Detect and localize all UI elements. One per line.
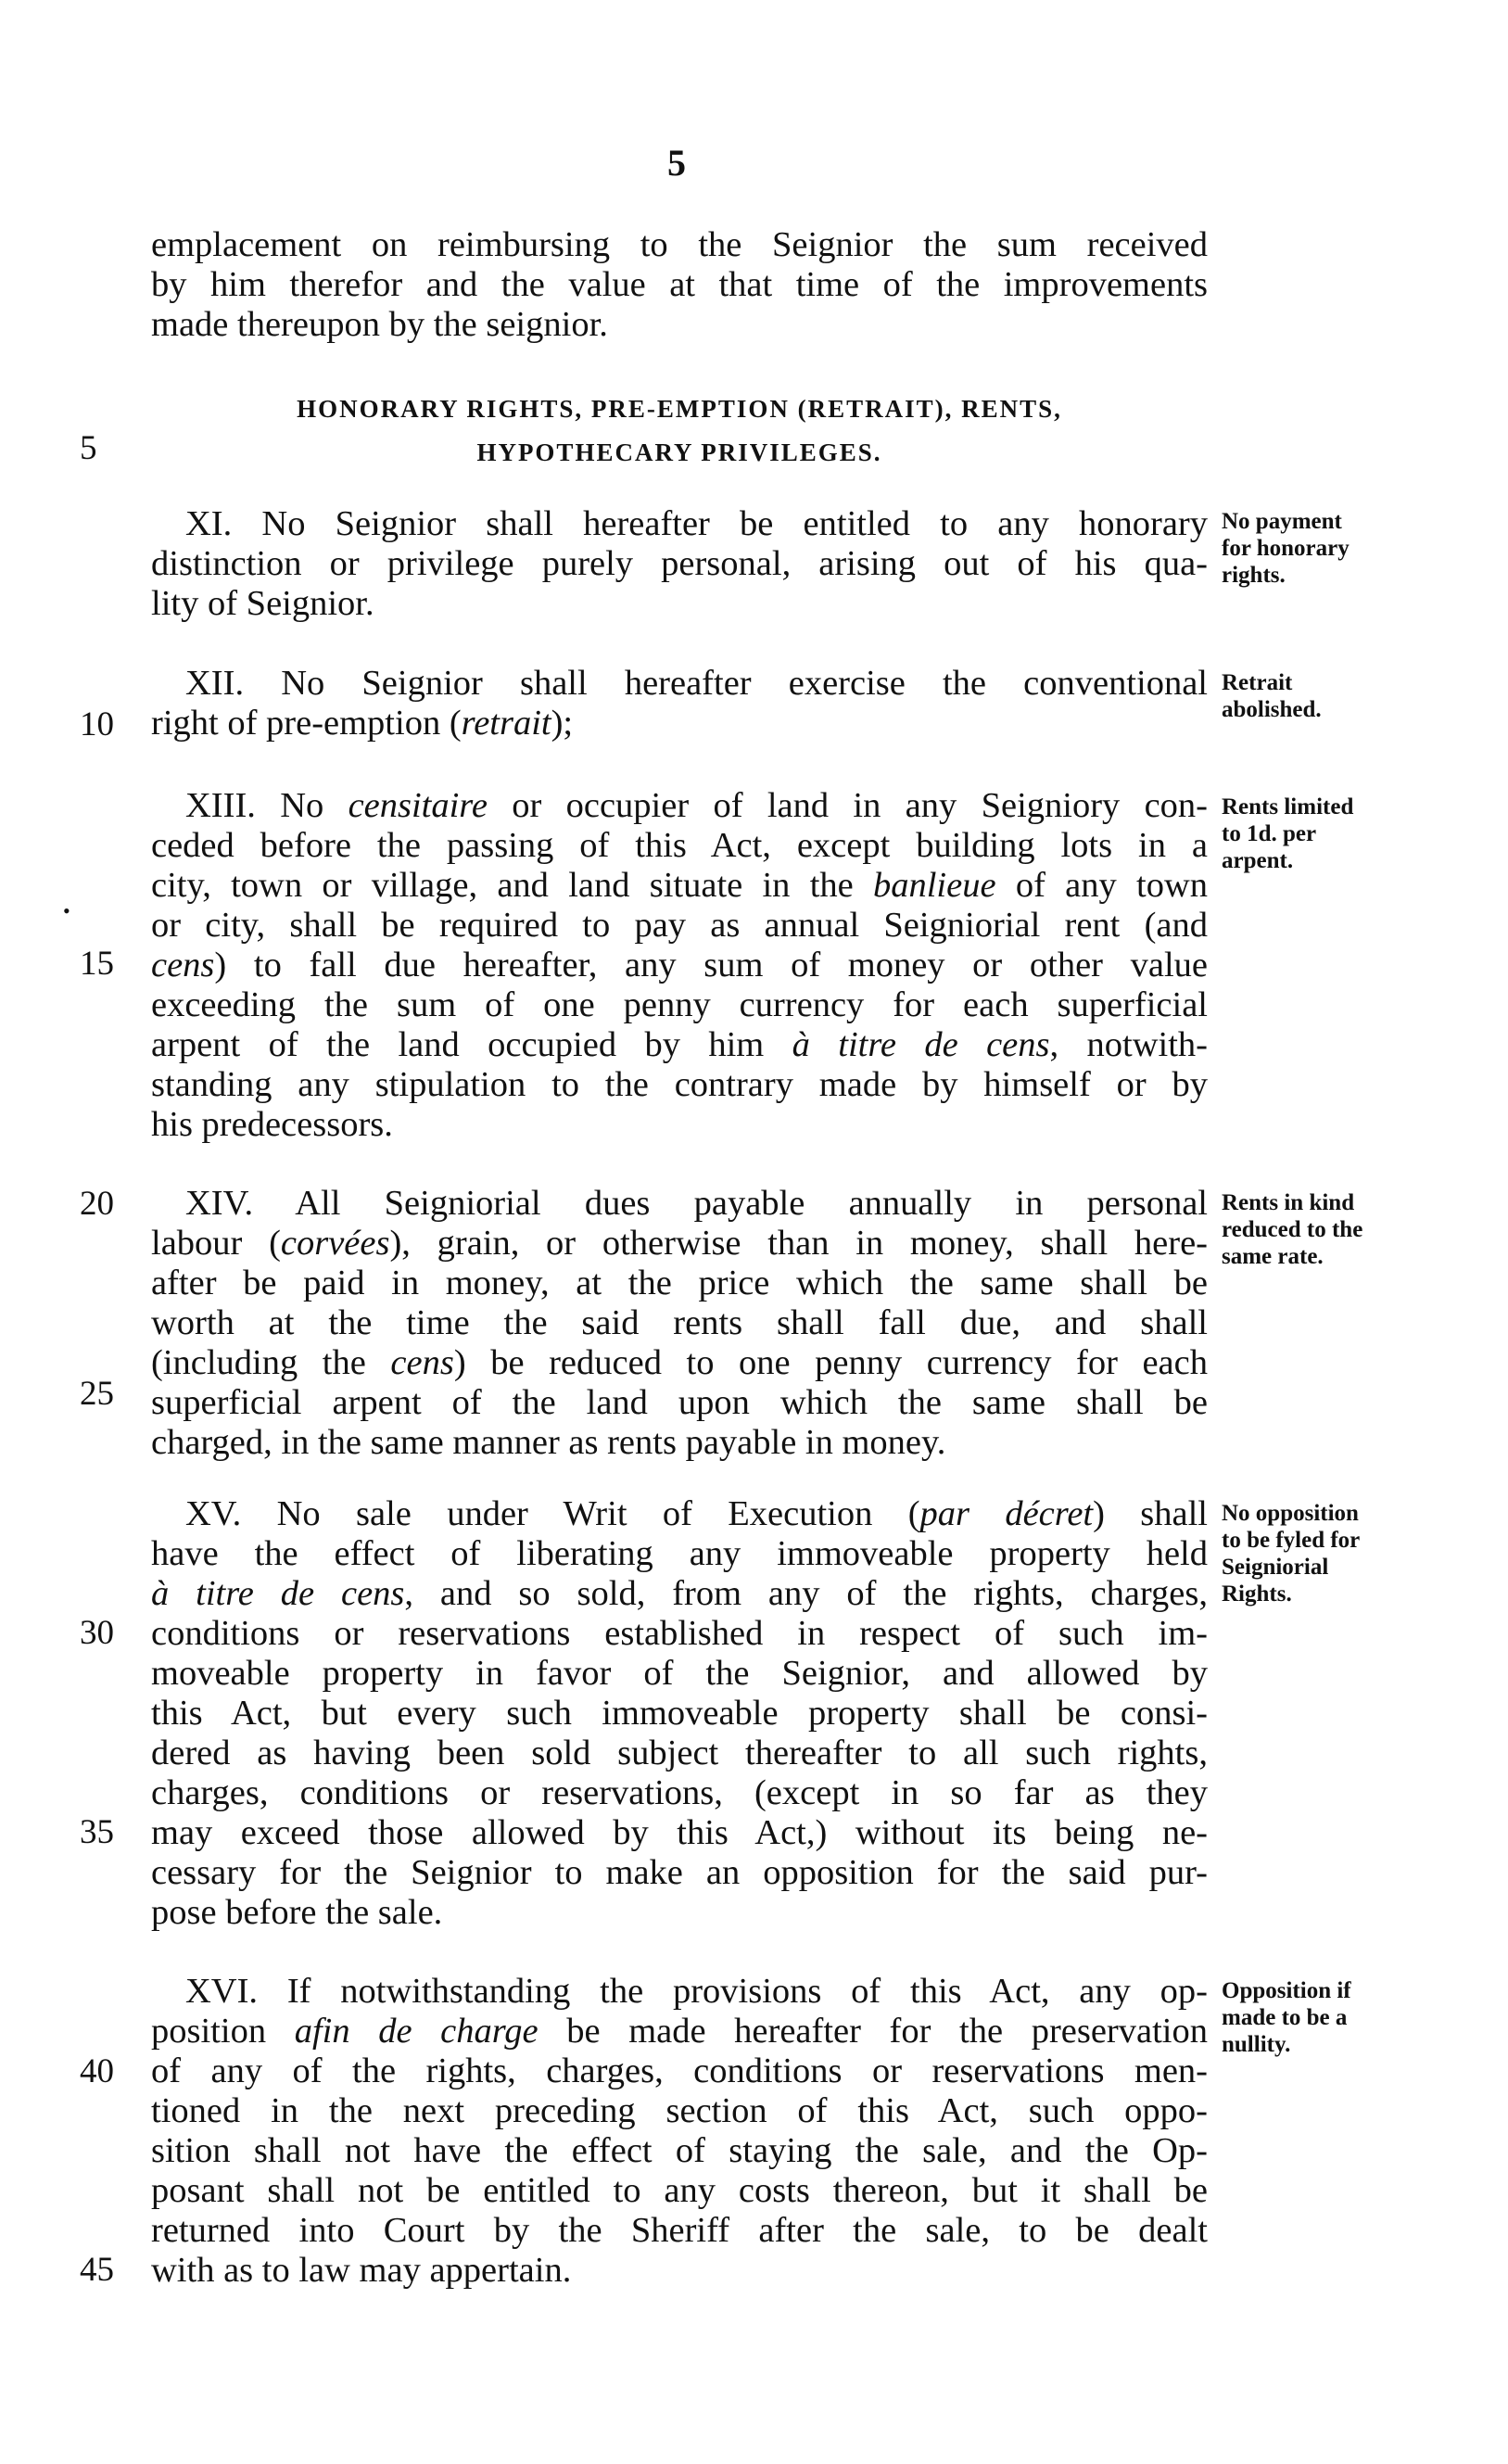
text-line: posant shall not be entitled to any costs thereon, but it shall be <box>151 2171 1208 2210</box>
section-xi <box>151 504 1208 624</box>
text-line: XII. No Seignior shall hereafter exercise the conventional <box>185 664 1208 703</box>
text-line <box>151 946 1208 985</box>
line-number: 5 <box>80 429 97 467</box>
margin-note-line: Seigniorial <box>1222 1555 1329 1580</box>
italic-term: par décret <box>919 1494 1094 1533</box>
line-number: 25 <box>80 1375 114 1413</box>
text-line: conditions or reservations established in respect of such im- <box>151 1614 1208 1653</box>
text-line: distinction or privilege purely personal, arising out of his qua- <box>151 544 1208 583</box>
italic-term: censitaire <box>348 786 488 825</box>
text-line <box>151 1025 1208 1065</box>
text-span: XV. No sale under Writ of Execution ( <box>185 1494 920 1533</box>
text-line <box>151 704 1208 743</box>
italic-term: corvées <box>280 1224 390 1263</box>
text-line: by him therefor and the value at that time of the improvements <box>151 265 1208 304</box>
text-line: superficial arpent of the land upon which the same shall be <box>151 1383 1208 1422</box>
text-line <box>151 2012 1208 2051</box>
text-line: made thereupon by the seignior. <box>151 305 608 344</box>
italic-term: cens <box>390 1343 454 1382</box>
margin-note-line: No payment <box>1222 509 1342 534</box>
text-span: XIII. No <box>185 786 348 825</box>
line-number: 35 <box>80 1813 114 1851</box>
text-line: after be paid in money, at the price which the same shall be <box>151 1264 1208 1302</box>
margin-note-xvi <box>1222 1977 1426 2058</box>
margin-note-line: Rents limited <box>1222 794 1354 819</box>
text-line: have the effect of liberating any immoveable property held <box>151 1534 1208 1573</box>
text-span: of any town <box>995 866 1208 905</box>
section-xiii <box>151 786 1208 1145</box>
text-line: or city, shall be required to pay as annual Seigniorial rent (and <box>151 906 1208 945</box>
margin-note-xi <box>1222 508 1426 589</box>
text-span: ); <box>551 704 574 743</box>
margin-note-line: to 1d. per <box>1222 821 1317 846</box>
text-line <box>151 1574 1208 1614</box>
text-line: exceeding the sum of one penny currency for each superficial <box>151 985 1208 1024</box>
italic-term: à titre de cens <box>792 1025 1050 1064</box>
text-line: sition shall not have the effect of staying the sale, and the Op- <box>151 2131 1208 2170</box>
text-line <box>151 786 1208 826</box>
text-span: ) shall <box>1093 1494 1208 1533</box>
margin-note-line: Opposition if <box>1222 1978 1351 2003</box>
line-number: 30 <box>80 1614 114 1652</box>
text-span: ) to fall due hereafter, any sum of money or other value <box>214 946 1208 984</box>
text-line: this Act, but every such immoveable property shall be consi- <box>151 1694 1208 1733</box>
text-span: arpent of the land occupied by him <box>151 1025 792 1064</box>
margin-note-xii <box>1222 669 1426 723</box>
text-line: standing any stipulation to the contrary made by himself or by <box>151 1065 1208 1104</box>
text-line: worth at the time the said rents shall fall due, and shall <box>151 1303 1208 1342</box>
margin-note-line: made to be a <box>1222 2005 1348 2030</box>
intro-paragraph <box>151 225 1208 345</box>
text-line: charges, conditions or reservations, (except in so far as they <box>151 1773 1208 1812</box>
text-span: (including the <box>151 1343 391 1382</box>
heading-line: HYPOTHECARY PRIVILEGES. <box>476 438 882 466</box>
text-line <box>151 1494 1208 1534</box>
margin-note-xv <box>1222 1500 1426 1607</box>
text-line <box>151 866 1208 906</box>
section-xvi <box>151 1972 1208 2291</box>
section-xiv <box>151 1184 1208 1463</box>
text-span: , notwith- <box>1049 1025 1208 1064</box>
margin-note-line: Rights. <box>1222 1581 1292 1607</box>
text-span: position <box>151 2012 295 2051</box>
text-line: lity of Seignior. <box>151 584 374 623</box>
text-line <box>151 1343 1208 1383</box>
text-span: labour ( <box>151 1224 281 1263</box>
page-number: 5 <box>667 142 686 184</box>
text-line: with as to law may appertain. <box>151 2251 572 2290</box>
text-span: ) be reduced to one penny currency for each <box>453 1343 1208 1382</box>
line-number: 10 <box>80 705 114 743</box>
text-line: charged, in the same manner as rents payable in money. <box>151 1423 946 1462</box>
text-line: XIV. All Seigniorial dues payable annually in personal <box>185 1184 1208 1223</box>
margin-note-line: abolished. <box>1222 697 1322 722</box>
line-number: 15 <box>80 945 114 983</box>
margin-note-xiv <box>1222 1189 1426 1270</box>
text-span: or occupier of land in any Seigniory con- <box>487 786 1208 825</box>
margin-note-line: rights. <box>1222 563 1286 588</box>
text-line: his predecessors. <box>151 1105 393 1144</box>
text-line: moveable property in favor of the Seignior, and allowed by <box>151 1654 1208 1693</box>
italic-term: afin de charge <box>294 2012 539 2051</box>
text-line: XVI. If notwithstanding the provisions of this Act, any op- <box>185 1972 1208 2011</box>
text-line: tioned in the next preceding section of this Act, such oppo- <box>151 2091 1208 2130</box>
text-span: right of pre-emption ( <box>151 704 462 743</box>
line-number: 20 <box>80 1185 114 1223</box>
italic-term: à titre de cens <box>151 1574 405 1613</box>
text-span: ), grain, or otherwise than in money, shall here- <box>389 1224 1208 1263</box>
heading-line: HONORARY RIGHTS, PRE-EMPTION (RETRAIT), RENTS, <box>297 395 1062 423</box>
text-line: dered as having been sold subject thereafter to all such rights, <box>151 1734 1208 1772</box>
margin-note-line: reduced to the <box>1222 1217 1363 1242</box>
line-number: 45 <box>80 2251 114 2289</box>
line-number: 40 <box>80 2052 114 2090</box>
section-xii <box>151 664 1208 743</box>
italic-term: banlieue <box>872 866 996 905</box>
margin-note-line: arpent. <box>1222 848 1294 873</box>
margin-note-xiii <box>1222 794 1426 874</box>
margin-note-line: No opposition <box>1222 1501 1359 1526</box>
bullet-mark: • <box>63 899 70 922</box>
section-xv <box>151 1494 1208 1933</box>
text-span: city, town or village, and land situate in the <box>151 866 873 905</box>
text-span: , and so sold, from any of the rights, charges, <box>404 1574 1208 1613</box>
text-line: pose before the sale. <box>151 1893 443 1932</box>
text-line <box>151 1224 1208 1264</box>
italic-term: retrait <box>461 704 551 743</box>
text-line: XI. No Seignior shall hereafter be entitled to any honorary <box>185 504 1208 543</box>
text-line: cessary for the Seignior to make an opposition for the said pur- <box>151 1853 1208 1892</box>
text-span: be made hereafter for the preservation <box>538 2012 1208 2051</box>
text-line: of any of the rights, charges, conditions or reservations men- <box>151 2051 1208 2090</box>
text-line: may exceed those allowed by this Act,) without its being ne- <box>151 1813 1208 1852</box>
margin-note-line: same rate. <box>1222 1244 1324 1269</box>
margin-note-line: Retrait <box>1222 670 1293 695</box>
text-line: emplacement on reimbursing to the Seignior the sum received <box>151 225 1208 264</box>
text-line: ceded before the passing of this Act, except building lots in a <box>151 826 1208 865</box>
italic-term: cens <box>151 946 215 984</box>
margin-note-line: for honorary <box>1222 536 1350 561</box>
section-heading <box>151 387 1208 475</box>
margin-note-line: Rents in kind <box>1222 1190 1355 1215</box>
margin-note-line: to be fyled for <box>1222 1528 1361 1553</box>
text-line: returned into Court by the Sheriff after the sale, to be dealt <box>151 2211 1208 2250</box>
margin-note-line: nullity. <box>1222 2032 1291 2057</box>
